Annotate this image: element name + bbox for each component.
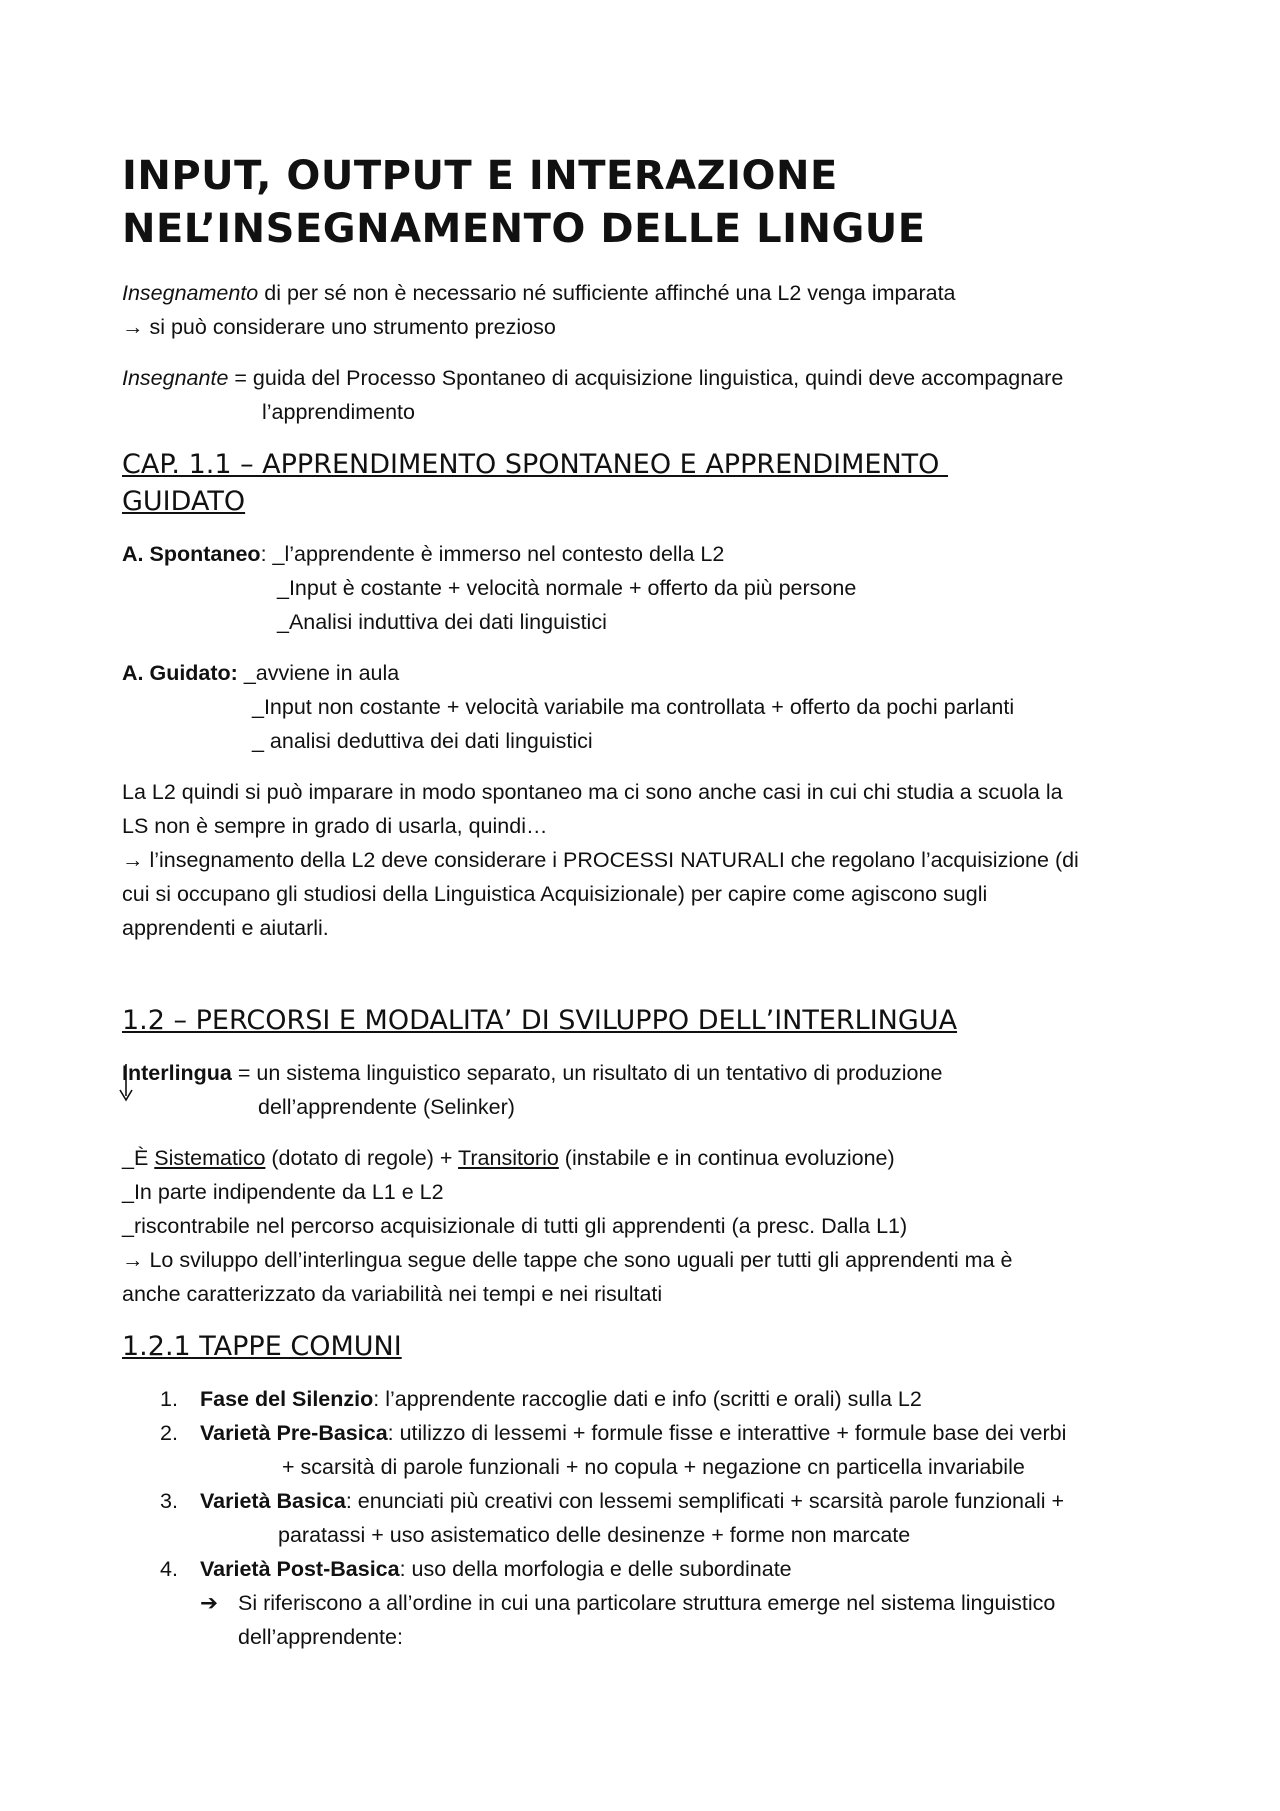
guidato-block: A. Guidato: _avviene in aula _Input non costante + velocità variabile ma controllata + offerto da pochi parlanti _ analisi deduttiva dei dati linguistici bbox=[122, 661, 1015, 753]
section-heading-1-2-1: 1.2.1 TAPPE COMUNI bbox=[122, 1331, 402, 1362]
right-arrow-icon: → bbox=[122, 315, 144, 339]
document-page bbox=[122, 150, 1162, 1654]
section-heading-cap-1-1: CAP. 1.1 – APPRENDIMENTO SPONTANEO E APPRENDIMENTO GUIDATO bbox=[122, 449, 949, 517]
list-item: 4. Varietà Post-Basica: uso della morfologia e delle subordinate bbox=[160, 1557, 792, 1581]
spontaneo-block: A. Spontaneo: _l’apprendente è immerso nel contesto della L2 _Input è costante + velocità normale + offerto da più persone _Analisi induttiva dei dati linguistici bbox=[122, 542, 857, 634]
intro-paragraph-insegnante: Insegnante = guida del Processo Spontaneo di acquisizione linguistica, quindi deve accompagnare l’apprendimento bbox=[122, 366, 1064, 424]
intro-paragraph-insegnamento: Insegnamento di per sé non è necessario né sufficiente affinché una L2 venga imparata → si può considerare uno strumento prezioso bbox=[122, 281, 956, 339]
down-arrow-icon bbox=[119, 1062, 133, 1102]
right-arrow-icon: → bbox=[122, 1248, 144, 1272]
tappe-note: ➔ Si riferiscono a all’ordine in cui una particolare struttura emerge nel sistema linguistico dell’apprendente: bbox=[122, 1586, 1162, 1654]
interlingua-properties: _È Sistematico (dotato di regole) + Transitorio (instabile e in continua evoluzione) _In parte indipendente da L1 e L2 _riscontrabile nel percorso acquisizionale di tutti gli apprendenti (a presc. Dalla L1) → Lo sviluppo dell’interlingua segue delle tappe che sono uguali per tutti gli apprendenti ma è anche caratterizzato da variabilità nei tempi e nei risultati bbox=[122, 1146, 1013, 1306]
interlingua-definition: Interlingua = un sistema linguistico separato, un risultato di un tentativo di produzione dell’apprendente (Selinker) bbox=[122, 1056, 1162, 1124]
list-item: 2. Varietà Pre-Basica: utilizzo di lessemi + formule fisse e interattive + formule base dei verbi + scarsità di parole funzionali + no copula + negazione cn particella invariabile bbox=[160, 1421, 1067, 1479]
right-arrow-icon: → bbox=[122, 848, 144, 872]
tappe-comuni-list bbox=[122, 1382, 1162, 1586]
bold-right-arrow-icon: ➔ bbox=[200, 1591, 219, 1615]
list-item: 3. Varietà Basica: enunciati più creativi con lessemi semplificati + scarsità parole funzionali + paratassi + uso asistematico delle desinenze + forme non marcate bbox=[160, 1489, 1065, 1547]
list-item: 1. Fase del Silenzio: l’apprendente raccoglie dati e info (scritti e orali) sulla L2 bbox=[160, 1387, 922, 1411]
cap-1-1-paragraph: La L2 quindi si può imparare in modo spontaneo ma ci sono anche casi in cui chi studia a scuola la LS non è sempre in grado di usarla, quindi… → l’insegnamento della L2 deve considerare i PROCESSI NATURALI che regolano l’acquisizione (di cui si occupano gli studiosi della Linguistica Acquisizionale) per capire come agiscono sugli apprendenti e aiutarli. bbox=[122, 780, 1079, 940]
section-heading-1-2: 1.2 – PERCORSI E MODALITA’ DI SVILUPPO DELL’INTERLINGUA bbox=[122, 1005, 958, 1036]
document-title: INPUT, OUTPUT E INTERAZIONE NEL’INSEGNAMENTO DELLE LINGUE bbox=[122, 153, 926, 252]
